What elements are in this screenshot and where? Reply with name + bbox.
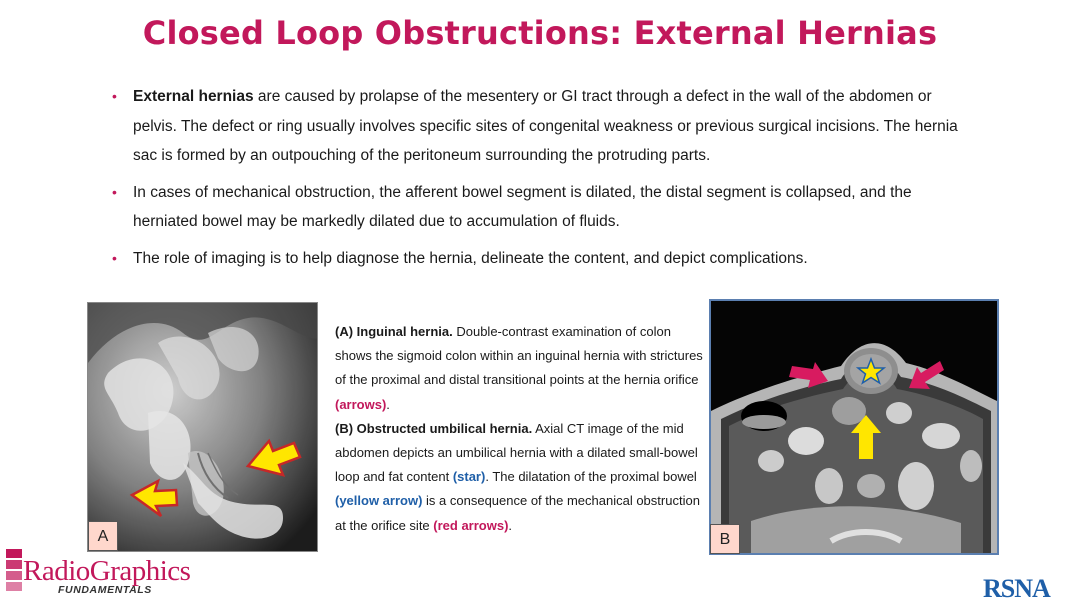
caption-b-yellow-arrow: (yellow arrow) [335,493,423,509]
caption-b-end: . [508,517,513,533]
ct-image-umbilical-hernia [709,299,999,555]
radiographics-wordmark: RadioGraphics [23,555,191,587]
rsna-logo: RSNA [983,574,1050,603]
bullet-item [112,82,972,171]
bullet-text: are caused by prolapse of the mesentery or GI tract through a defect in the wall of the abdomen or pelvis. The defect or ring usually involves specific sites of congenital weakness or previous surgical incisions. The hernia sac is formed by an outpouching of the peritoneum surrounding the protruding parts. [133,88,958,164]
caption-a-text: Double-contrast examination of colon shows the sigmoid colon within an inguinal hernia with strictures of the proximal and distal transitional points at the hernia orifice [335,324,703,388]
radiographics-mark-icon [6,549,24,593]
bullet-text: In cases of mechanical obstruction, the afferent bowel segment is dilated, the distal segment is collapsed, and the herniated bowel may be markedly dilated due to accumulation of fluids. [133,183,912,230]
panel-label-a: A [88,521,118,551]
caption-b-text2: . The dilatation of the proximal bowel [485,469,697,485]
radiographics-subtitle: FUNDAMENTALS [58,584,152,596]
caption-b-red-arrows: (red arrows) [433,517,509,533]
caption-b-text3: is a consequence of the mechanical obstruction at the orifice site [335,493,700,533]
slide-title: Closed Loop Obstructions: External Hernias [142,14,938,52]
caption-a-arrows: (arrows) [335,396,387,412]
panel-label-b: B [710,524,740,554]
caption-b-heading: (B) Obstructed umbilical hernia. [335,420,533,436]
caption-a-heading: (A) Inguinal hernia. [335,324,453,339]
caption-b-text1: Axial CT image of the mid abdomen depicts an umbilical hernia with a dilated small-bowel loop and fat content [335,420,698,485]
bullet-list [112,82,972,280]
bullet-dot-icon: • [112,183,117,200]
bullet-dot-icon: • [112,88,117,104]
bullet-item [112,178,972,237]
caption-b-star: (star) [452,469,486,485]
xray-image-inguinal-hernia [87,302,318,552]
bullet-item [112,244,972,274]
radiographics-logo [6,549,221,604]
bullet-text: The role of imaging is to help diagnose the hernia, delineate the content, and depict complications. [133,249,808,267]
bullet-dot-icon: • [112,249,117,266]
figure-caption [335,320,710,538]
caption-a-end: . [386,396,390,412]
bullet-term: External hernias [133,88,254,105]
